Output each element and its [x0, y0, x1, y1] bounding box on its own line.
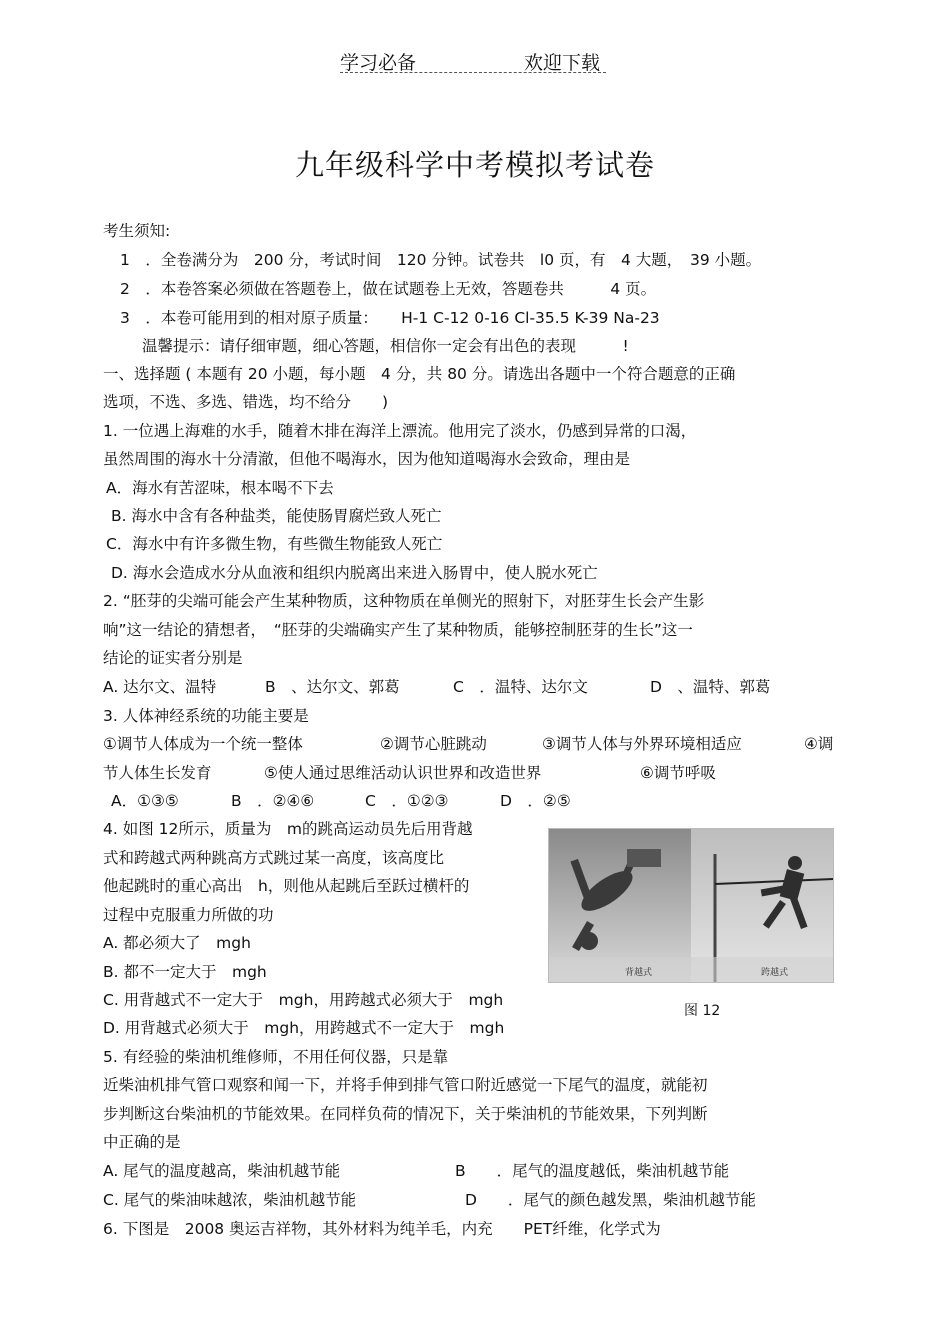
- q4-line1: 4. 如图 12所示，质量为 m的跳高运动员先后用背越: [103, 820, 473, 838]
- q5-option-c: C. 尾气的柴油味越浓，柴油机越节能: [103, 1191, 357, 1209]
- q4-option-a: A. 都必须大了 mgh: [103, 934, 251, 952]
- q1-option-a: A．海水有苦涩味，根本喝不下去: [106, 479, 334, 497]
- q4-line2: 式和跨越式两种跳高方式跳过某一高度，该高度比: [103, 849, 445, 867]
- q5-line3: 步判断这台柴油机的节能效果。在同样负荷的情况下，关于柴油机的节能效果，下列判断: [103, 1105, 708, 1123]
- q4-option-b: B. 都不一定大于 mgh: [103, 963, 267, 981]
- q2-line3: 结论的证实者分别是: [103, 649, 243, 667]
- figure-12-photo: [548, 828, 834, 983]
- q5-option-d: D ．尾气的颜色越发黑，柴油机越节能: [465, 1191, 756, 1209]
- q1-option-d: D. 海水会造成水分从血液和组织内脱离出来进入肠胃中，使人脱水死亡: [111, 564, 598, 582]
- q3-line2d: ④调: [804, 735, 834, 753]
- section1-line2: 选项，不选、多选、错选，均不给分 ): [103, 393, 389, 411]
- q1-line2: 虽然周围的海水十分清澈，但他不喝海水，因为他知道喝海水会致命，理由是: [103, 450, 631, 468]
- q3-option-b: B ．②④⑥: [231, 792, 315, 810]
- figure-12-caption: 图 12: [684, 1003, 721, 1019]
- q5-line4: 中正确的是: [103, 1133, 181, 1151]
- q3-line1: 3. 人体神经系统的功能主要是: [103, 707, 309, 725]
- high-jump-illustration: [549, 829, 833, 982]
- notice-item-1: 1 ．全卷满分为 200 分，考试时间 120 分钟。试卷共 l0 页，有 4 大题， 39 小题。: [120, 251, 762, 269]
- header-left: 学习必备: [340, 52, 417, 74]
- q5-line1: 5. 有经验的柴油机维修师，不用任何仪器，只是靠: [103, 1048, 449, 1066]
- q1-option-b: B. 海水中含有各种盐类，能使肠胃腐烂致人死亡: [111, 507, 442, 525]
- number-bib: [627, 849, 661, 867]
- q3-line3a: 节人体生长发育: [103, 764, 212, 782]
- q3-option-c: C ．①②③: [365, 792, 449, 810]
- q5-option-a: A. 尾气的温度越高，柴油机越节能: [103, 1162, 341, 1180]
- q1-option-c: C．海水中有许多微生物，有些微生物能致人死亡: [106, 535, 443, 553]
- q3-line2b: ②调节心脏跳动: [380, 735, 487, 753]
- q1-line1: 1. 一位遇上海难的水手，随着木排在海洋上漂流。他用完了淡水，仍感到异常的口渴，: [103, 422, 697, 440]
- header-underline: [340, 72, 606, 73]
- q3-option-a: A．①③⑤: [111, 792, 179, 810]
- q2-option-c: C ．温特、达尔文: [453, 678, 588, 696]
- q3-option-d: D ．②⑤: [500, 792, 571, 810]
- notice-tip: 温馨提示：请仔细审题，细心答题，相信你一定会有出色的表现 !: [142, 337, 629, 355]
- q5-option-b: B ．尾气的温度越低，柴油机越节能: [455, 1162, 730, 1180]
- q2-line2: 响”这一结论的猜想者， “胚芽的尖端确实产生了某种物质，能够控制胚芽的生长”这一: [103, 621, 693, 639]
- section1-line1: 一、选择题 ( 本题有 20 小题，每小题 4 分，共 80 分。请选出各题中一个符合题意的正确: [103, 365, 736, 383]
- notice-item-3: 3 ．本卷可能用到的相对原子质量： H-1 C-12 0-16 Cl-35.5 K-39 Na-23: [120, 309, 660, 327]
- q4-line4: 过程中克服重力所做的功: [103, 906, 274, 924]
- q2-option-b: B 、达尔文、郭葛: [265, 678, 400, 696]
- q5-line2: 近柴油机排气管口观察和闻一下，并将手伸到排气管口附近感觉一下尾气的温度，就能初: [103, 1076, 708, 1094]
- q4-option-d: D. 用背越式必须大于 mgh，用跨越式不一定大于 mgh: [103, 1019, 505, 1037]
- q2-option-d: D 、温特、郭葛: [650, 678, 771, 696]
- photo-label-right: 跨越式: [761, 968, 789, 978]
- q3-line2a: ①调节人体成为一个统一整体: [103, 735, 303, 753]
- q3-line3b: ⑤使人通过思维活动认识世界和改造世界: [264, 764, 542, 782]
- q6-line1: 6. 下图是 2008 奥运吉祥物，其外材料为纯羊毛，内充 PET纤维，化学式为: [103, 1220, 661, 1238]
- notice-item-2: 2 ．本卷答案必须做在答题卷上，做在试题卷上无效，答题卷共 4 页。: [120, 280, 657, 298]
- photo-label-left: 背越式: [625, 968, 653, 978]
- q4-line3: 他起跳时的重心高出 h，则他从起跳后至跃过横杆的: [103, 877, 470, 895]
- header-right: 欢迎下载: [524, 52, 601, 74]
- notice-heading: 考生须知:: [103, 222, 171, 240]
- q2-line1: 2. “胚芽的尖端可能会产生某种物质，这种物质在单侧光的照射下，对胚芽生长会产生影: [103, 592, 705, 610]
- q4-option-c: C. 用背越式不一定大于 mgh，用跨越式必须大于 mgh: [103, 991, 504, 1009]
- q3-line2c: ③调节人体与外界环境相适应: [542, 735, 742, 753]
- q2-option-a: A. 达尔文、温特: [103, 678, 217, 696]
- page-title: 九年级科学中考模拟考试卷: [294, 148, 655, 182]
- q3-line3c: ⑥调节呼吸: [640, 764, 716, 782]
